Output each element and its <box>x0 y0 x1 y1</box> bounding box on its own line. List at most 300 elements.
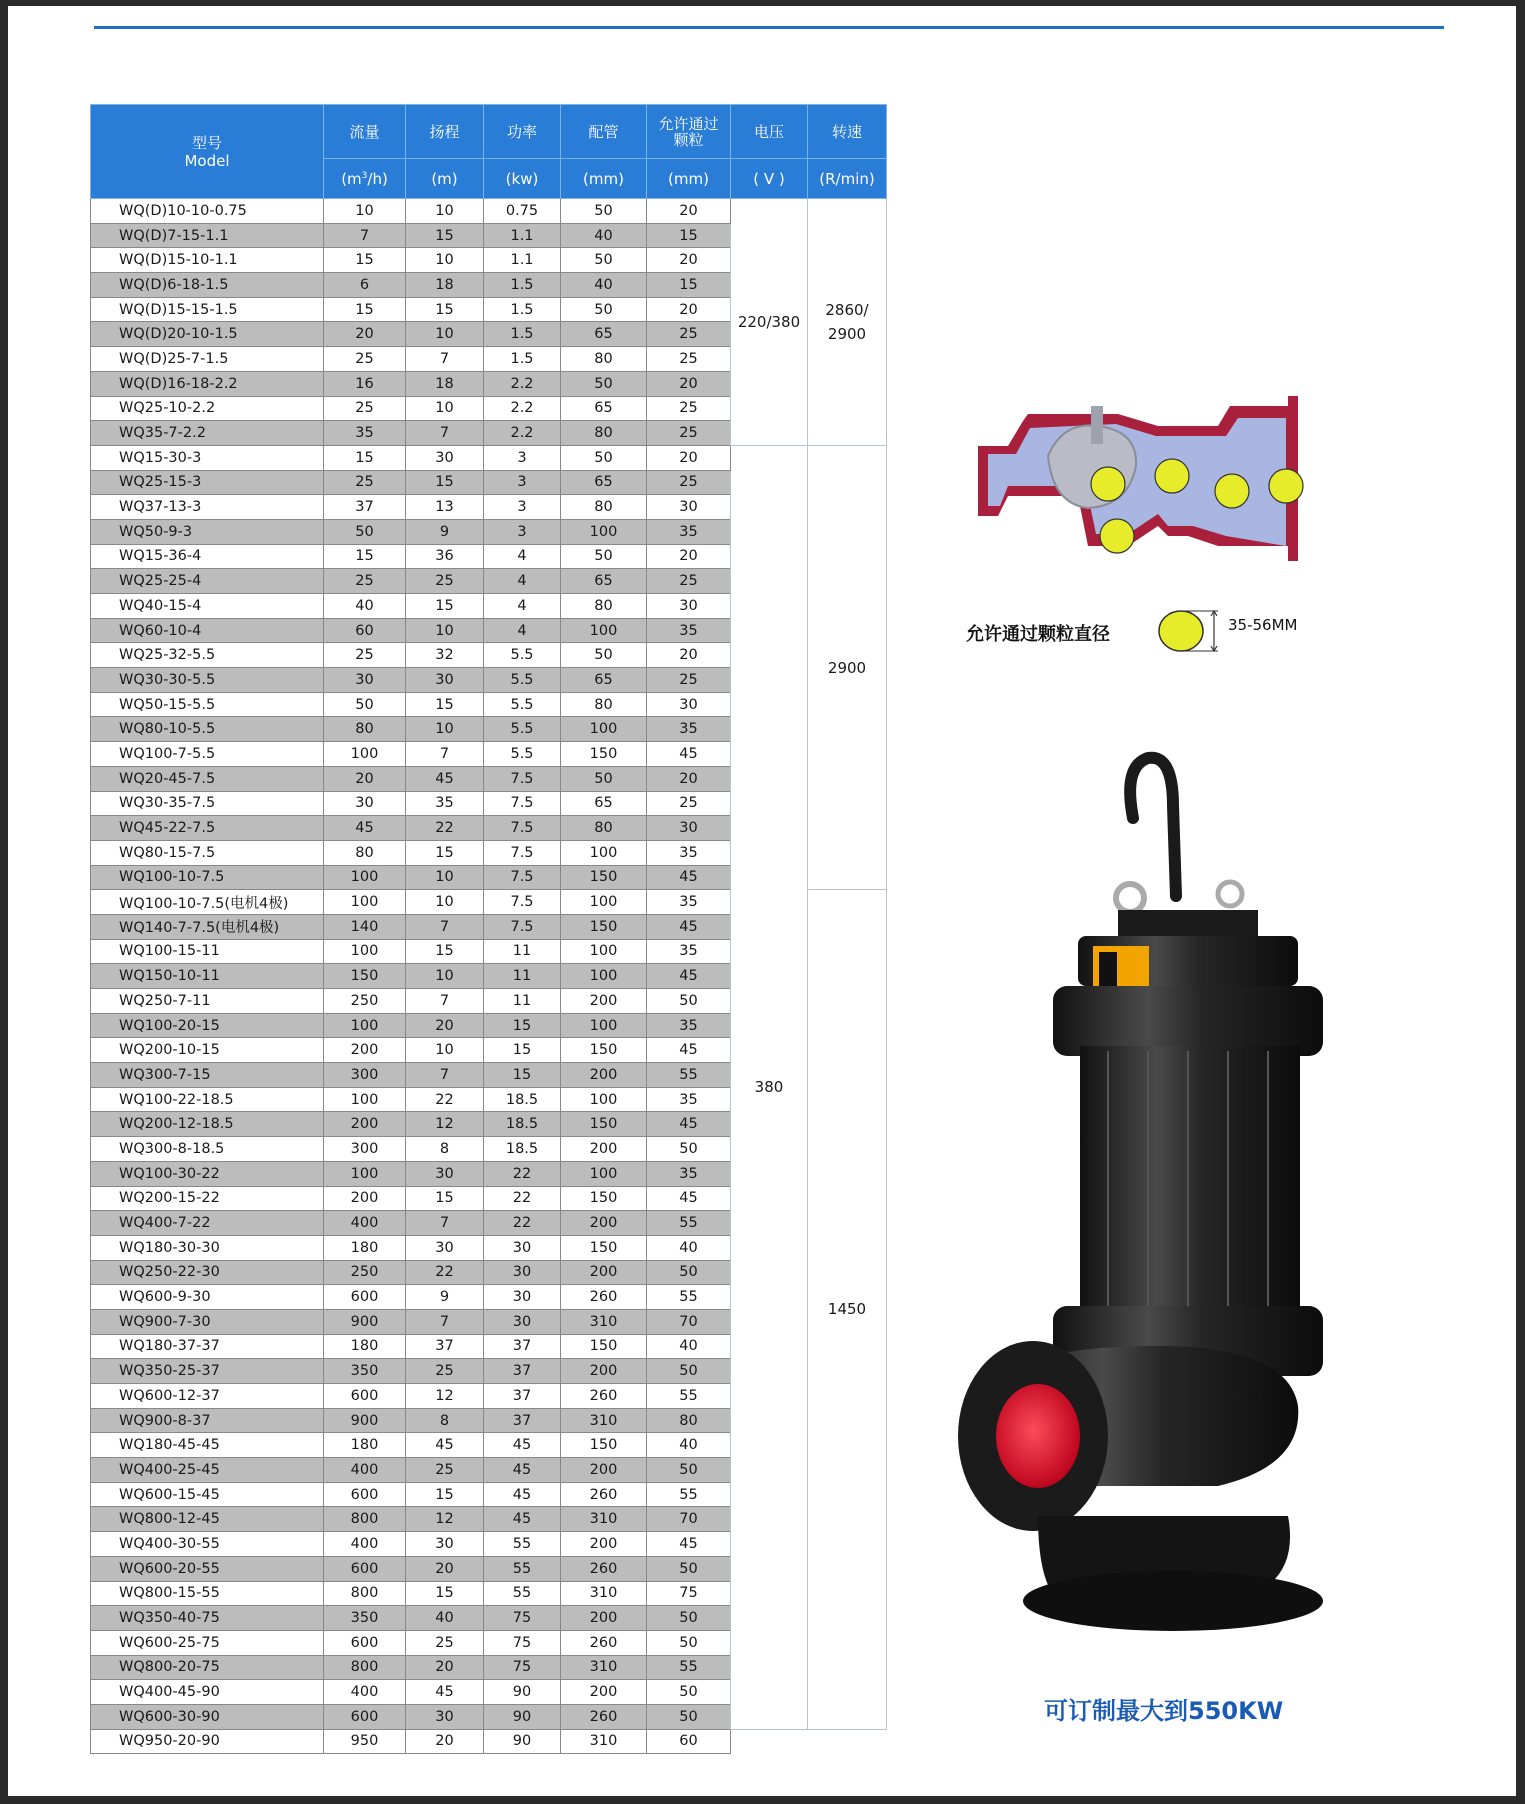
model-cell: WQ30-30-5.5 <box>91 668 324 693</box>
value-cell: 60 <box>647 1729 731 1754</box>
unit-flow-b: /h) <box>367 169 388 188</box>
model-cell: WQ200-15-22 <box>91 1186 324 1211</box>
model-cell: WQ150-10-11 <box>91 964 324 989</box>
value-cell: 5.5 <box>484 742 561 767</box>
model-cell: WQ25-32-5.5 <box>91 643 324 668</box>
table-row <box>91 445 887 470</box>
value-cell: 55 <box>484 1556 561 1581</box>
value-cell: 5.5 <box>484 717 561 742</box>
value-cell: 15 <box>647 223 731 248</box>
value-cell: 35 <box>647 519 731 544</box>
value-cell: 50 <box>561 445 647 470</box>
value-cell: 40 <box>647 1334 731 1359</box>
value-cell: 25 <box>406 1630 484 1655</box>
value-cell: 45 <box>647 914 731 939</box>
value-cell: 5.5 <box>484 668 561 693</box>
unit-flow-a: (m <box>341 169 362 188</box>
value-cell: 20 <box>647 445 731 470</box>
value-cell: 65 <box>561 322 647 347</box>
model-cell: WQ800-20-75 <box>91 1655 324 1680</box>
value-cell: 45 <box>406 1680 484 1705</box>
value-cell: 150 <box>324 964 406 989</box>
value-cell: 50 <box>647 1458 731 1483</box>
value-cell: 100 <box>324 1013 406 1038</box>
value-cell: 65 <box>561 569 647 594</box>
value-cell: 35 <box>647 840 731 865</box>
value-cell: 25 <box>406 1458 484 1483</box>
value-cell: 200 <box>324 1112 406 1137</box>
value-cell: 50 <box>561 297 647 322</box>
value-cell: 25 <box>324 470 406 495</box>
model-cell: WQ37-13-3 <box>91 495 324 520</box>
value-cell: 310 <box>561 1507 647 1532</box>
model-cell: WQ180-30-30 <box>91 1235 324 1260</box>
value-cell: 260 <box>561 1630 647 1655</box>
value-cell: 45 <box>647 1038 731 1063</box>
value-cell: 22 <box>406 816 484 841</box>
value-cell: 600 <box>324 1704 406 1729</box>
value-cell: 25 <box>647 347 731 372</box>
voltage-cell: 380 <box>731 445 808 1729</box>
value-cell: 15 <box>406 939 484 964</box>
value-cell: 30 <box>406 668 484 693</box>
model-cell: WQ100-30-22 <box>91 1161 324 1186</box>
impeller-cross-section-diagram <box>968 396 1328 571</box>
submersible-pump-photo <box>958 746 1338 1646</box>
value-cell: 200 <box>561 1680 647 1705</box>
value-cell: 15 <box>484 1038 561 1063</box>
value-cell: 10 <box>406 890 484 915</box>
warning-label-mark <box>1099 952 1117 986</box>
value-cell: 15 <box>324 445 406 470</box>
value-cell: 100 <box>561 840 647 865</box>
value-cell: 30 <box>406 1704 484 1729</box>
value-cell: 80 <box>561 495 647 520</box>
model-cell: WQ30-35-7.5 <box>91 791 324 816</box>
value-cell: 90 <box>484 1704 561 1729</box>
value-cell: 600 <box>324 1384 406 1409</box>
impeller-shaft <box>1091 406 1103 444</box>
value-cell: 75 <box>647 1581 731 1606</box>
value-cell: 45 <box>647 1532 731 1557</box>
value-cell: 250 <box>324 1260 406 1285</box>
value-cell: 200 <box>561 1458 647 1483</box>
value-cell: 40 <box>406 1606 484 1631</box>
value-cell: 55 <box>647 1063 731 1088</box>
value-cell: 30 <box>647 495 731 520</box>
value-cell: 100 <box>561 939 647 964</box>
model-cell: WQ250-7-11 <box>91 989 324 1014</box>
value-cell: 30 <box>406 1161 484 1186</box>
value-cell: 100 <box>324 1087 406 1112</box>
model-cell: WQ180-37-37 <box>91 1334 324 1359</box>
value-cell: 7.5 <box>484 914 561 939</box>
value-cell: 50 <box>561 371 647 396</box>
value-cell: 10 <box>406 618 484 643</box>
value-cell: 25 <box>324 396 406 421</box>
unit-head: (m) <box>406 159 484 199</box>
value-cell: 15 <box>406 594 484 619</box>
value-cell: 150 <box>561 742 647 767</box>
value-cell: 100 <box>324 1161 406 1186</box>
model-cell: WQ50-15-5.5 <box>91 692 324 717</box>
value-cell: 10 <box>324 199 406 224</box>
value-cell: 35 <box>647 890 731 915</box>
value-cell: 75 <box>484 1655 561 1680</box>
value-cell: 55 <box>484 1581 561 1606</box>
model-cell: WQ400-45-90 <box>91 1680 324 1705</box>
motor-flange-upper <box>1053 986 1323 1056</box>
value-cell: 310 <box>561 1581 647 1606</box>
value-cell: 600 <box>324 1556 406 1581</box>
value-cell: 45 <box>647 1186 731 1211</box>
model-cell: WQ600-9-30 <box>91 1285 324 1310</box>
value-cell: 18.5 <box>484 1137 561 1162</box>
value-cell: 50 <box>647 1556 731 1581</box>
model-cell: WQ(D)16-18-2.2 <box>91 371 324 396</box>
particle-circle <box>1100 519 1134 553</box>
model-cell: WQ100-7-5.5 <box>91 742 324 767</box>
value-cell: 37 <box>484 1384 561 1409</box>
particle-legend <box>966 606 1366 656</box>
value-cell: 25 <box>406 1359 484 1384</box>
value-cell: 50 <box>647 1260 731 1285</box>
value-cell: 25 <box>324 569 406 594</box>
unit-particle: (mm) <box>647 159 731 199</box>
model-cell: WQ300-8-18.5 <box>91 1137 324 1162</box>
voltage-cell: 220/380 <box>731 199 808 446</box>
power-cable <box>1130 758 1176 896</box>
table-row <box>91 1729 887 1754</box>
model-cell: WQ(D)10-10-0.75 <box>91 199 324 224</box>
model-cell: WQ100-10-7.5(电机4极) <box>91 890 324 915</box>
value-cell: 50 <box>647 1630 731 1655</box>
value-cell: 37 <box>484 1359 561 1384</box>
value-cell: 20 <box>406 1729 484 1754</box>
value-cell: 310 <box>561 1309 647 1334</box>
value-cell: 0.75 <box>484 199 561 224</box>
value-cell: 40 <box>647 1433 731 1458</box>
value-cell: 100 <box>561 519 647 544</box>
value-cell: 70 <box>647 1309 731 1334</box>
model-cell: WQ50-9-3 <box>91 519 324 544</box>
value-cell: 15 <box>406 692 484 717</box>
value-cell: 20 <box>647 248 731 273</box>
value-cell: 200 <box>561 1063 647 1088</box>
unit-pipe: (mm) <box>561 159 647 199</box>
value-cell: 90 <box>484 1680 561 1705</box>
value-cell: 7.5 <box>484 816 561 841</box>
value-cell: 15 <box>484 1063 561 1088</box>
value-cell: 200 <box>561 1260 647 1285</box>
value-cell: 65 <box>561 470 647 495</box>
model-cell: WQ400-25-45 <box>91 1458 324 1483</box>
speed-cell: 2860/ 2900 <box>808 199 887 446</box>
value-cell: 9 <box>406 1285 484 1310</box>
model-cell: WQ350-40-75 <box>91 1606 324 1631</box>
value-cell: 37 <box>484 1334 561 1359</box>
value-cell: 45 <box>484 1507 561 1532</box>
spec-table <box>90 104 887 1754</box>
value-cell: 3 <box>484 445 561 470</box>
value-cell: 20 <box>647 544 731 569</box>
unit-voltage: ( V ) <box>731 159 808 199</box>
value-cell: 18.5 <box>484 1112 561 1137</box>
value-cell: 15 <box>484 1013 561 1038</box>
model-cell: WQ100-20-15 <box>91 1013 324 1038</box>
value-cell: 80 <box>561 421 647 446</box>
value-cell: 260 <box>561 1285 647 1310</box>
value-cell: 100 <box>324 742 406 767</box>
value-cell: 45 <box>647 1112 731 1137</box>
model-cell: WQ(D)15-15-1.5 <box>91 297 324 322</box>
value-cell: 75 <box>484 1630 561 1655</box>
value-cell: 65 <box>561 791 647 816</box>
value-cell: 11 <box>484 939 561 964</box>
value-cell: 45 <box>406 766 484 791</box>
value-cell: 35 <box>647 939 731 964</box>
value-cell: 310 <box>561 1729 647 1754</box>
value-cell: 11 <box>484 989 561 1014</box>
table-row <box>91 199 887 224</box>
model-cell: WQ(D)25-7-1.5 <box>91 347 324 372</box>
value-cell: 200 <box>324 1186 406 1211</box>
model-cell: WQ25-25-4 <box>91 569 324 594</box>
value-cell: 20 <box>647 766 731 791</box>
value-cell: 35 <box>647 1161 731 1186</box>
value-cell: 20 <box>647 297 731 322</box>
model-cell: WQ600-30-90 <box>91 1704 324 1729</box>
model-cell: WQ100-22-18.5 <box>91 1087 324 1112</box>
speed-cell: 1450 <box>808 890 887 1729</box>
value-cell: 100 <box>324 890 406 915</box>
value-cell: 65 <box>561 396 647 421</box>
value-cell: 35 <box>647 717 731 742</box>
value-cell: 15 <box>406 470 484 495</box>
value-cell: 55 <box>647 1211 731 1236</box>
model-cell: WQ40-15-4 <box>91 594 324 619</box>
model-cell: WQ140-7-7.5(电机4极) <box>91 914 324 939</box>
value-cell: 20 <box>406 1013 484 1038</box>
value-cell: 35 <box>647 618 731 643</box>
value-cell: 310 <box>561 1655 647 1680</box>
value-cell: 260 <box>561 1704 647 1729</box>
value-cell: 70 <box>647 1507 731 1532</box>
value-cell: 50 <box>561 643 647 668</box>
header-speed: 转速 <box>808 105 887 159</box>
value-cell: 32 <box>406 643 484 668</box>
value-cell: 50 <box>647 1704 731 1729</box>
value-cell: 150 <box>561 1433 647 1458</box>
value-cell: 25 <box>647 421 731 446</box>
speed-cell: 2900 <box>808 445 887 889</box>
model-cell: WQ60-10-4 <box>91 618 324 643</box>
value-cell: 15 <box>406 1482 484 1507</box>
value-cell: 7 <box>406 1211 484 1236</box>
header-voltage: 电压 <box>731 105 808 159</box>
value-cell: 80 <box>647 1408 731 1433</box>
unit-power: (kw) <box>484 159 561 199</box>
value-cell: 45 <box>484 1482 561 1507</box>
value-cell: 7 <box>406 989 484 1014</box>
header-model-en: Model <box>184 151 230 170</box>
value-cell: 400 <box>324 1532 406 1557</box>
value-cell: 50 <box>561 199 647 224</box>
value-cell: 3 <box>484 470 561 495</box>
value-cell: 1.5 <box>484 297 561 322</box>
model-cell: WQ180-45-45 <box>91 1433 324 1458</box>
value-cell: 80 <box>561 692 647 717</box>
value-cell: 30 <box>484 1235 561 1260</box>
value-cell: 150 <box>561 1235 647 1260</box>
value-cell: 400 <box>324 1680 406 1705</box>
value-cell: 35 <box>647 1087 731 1112</box>
value-cell: 30 <box>647 692 731 717</box>
value-cell: 55 <box>647 1384 731 1409</box>
value-cell: 300 <box>324 1063 406 1088</box>
value-cell: 10 <box>406 1038 484 1063</box>
value-cell: 150 <box>561 1038 647 1063</box>
value-cell: 100 <box>561 1161 647 1186</box>
value-cell: 100 <box>561 717 647 742</box>
value-cell: 15 <box>406 1581 484 1606</box>
value-cell: 30 <box>406 1532 484 1557</box>
value-cell: 22 <box>406 1087 484 1112</box>
unit-speed: (R/min) <box>808 159 887 199</box>
value-cell: 30 <box>484 1285 561 1310</box>
value-cell: 150 <box>561 865 647 890</box>
model-cell: WQ800-12-45 <box>91 1507 324 1532</box>
value-cell: 75 <box>484 1606 561 1631</box>
value-cell: 65 <box>561 668 647 693</box>
spec-table-body <box>91 199 887 1754</box>
model-cell: WQ250-22-30 <box>91 1260 324 1285</box>
value-cell: 600 <box>324 1285 406 1310</box>
value-cell: 30 <box>324 791 406 816</box>
value-cell: 100 <box>561 1087 647 1112</box>
value-cell: 50 <box>647 1606 731 1631</box>
header-row-names <box>91 105 887 159</box>
value-cell: 150 <box>561 1334 647 1359</box>
value-cell: 55 <box>484 1532 561 1557</box>
value-cell: 20 <box>406 1556 484 1581</box>
value-cell: 25 <box>647 791 731 816</box>
discharge-outlet <box>996 1384 1080 1488</box>
value-cell: 12 <box>406 1507 484 1532</box>
value-cell: 50 <box>561 766 647 791</box>
value-cell: 180 <box>324 1334 406 1359</box>
value-cell: 7 <box>406 421 484 446</box>
header-particle-text: 允许通过颗粒 <box>658 114 719 149</box>
value-cell: 18 <box>406 273 484 298</box>
model-cell: WQ600-15-45 <box>91 1482 324 1507</box>
header-head: 扬程 <box>406 105 484 159</box>
value-cell: 4 <box>484 544 561 569</box>
value-cell: 50 <box>647 1137 731 1162</box>
header-model <box>91 105 324 199</box>
value-cell: 36 <box>406 544 484 569</box>
value-cell: 45 <box>406 1433 484 1458</box>
motor-cap <box>1118 910 1258 940</box>
value-cell: 45 <box>647 865 731 890</box>
value-cell: 80 <box>324 840 406 865</box>
model-cell: WQ600-20-55 <box>91 1556 324 1581</box>
model-cell: WQ80-10-5.5 <box>91 717 324 742</box>
value-cell: 80 <box>561 347 647 372</box>
model-cell: WQ900-8-37 <box>91 1408 324 1433</box>
model-cell: WQ400-30-55 <box>91 1532 324 1557</box>
value-cell: 7.5 <box>484 865 561 890</box>
legend-size: 35-56MM <box>1228 616 1298 634</box>
value-cell: 30 <box>484 1309 561 1334</box>
value-cell: 7.5 <box>484 840 561 865</box>
value-cell: 150 <box>561 1112 647 1137</box>
header-power: 功率 <box>484 105 561 159</box>
value-cell: 3 <box>484 495 561 520</box>
value-cell: 60 <box>324 618 406 643</box>
value-cell: 30 <box>484 1260 561 1285</box>
value-cell: 45 <box>484 1433 561 1458</box>
base-plate <box>1023 1571 1323 1631</box>
value-cell: 50 <box>324 692 406 717</box>
value-cell: 45 <box>647 742 731 767</box>
particle-circle <box>1269 469 1303 503</box>
value-cell: 22 <box>406 1260 484 1285</box>
model-cell: WQ300-7-15 <box>91 1063 324 1088</box>
value-cell: 600 <box>324 1482 406 1507</box>
value-cell: 100 <box>324 865 406 890</box>
value-cell: 30 <box>647 816 731 841</box>
model-cell: WQ(D)6-18-1.5 <box>91 273 324 298</box>
value-cell: 100 <box>561 890 647 915</box>
legend-label: 允许通过颗粒直径 <box>966 624 1110 645</box>
particle-circle <box>1215 474 1249 508</box>
value-cell: 20 <box>647 643 731 668</box>
model-cell: WQ80-15-7.5 <box>91 840 324 865</box>
value-cell: 35 <box>324 421 406 446</box>
value-cell: 400 <box>324 1211 406 1236</box>
lifting-eye-right <box>1218 882 1242 906</box>
value-cell: 20 <box>406 1655 484 1680</box>
value-cell: 400 <box>324 1458 406 1483</box>
header-particle <box>647 105 731 159</box>
model-cell: WQ(D)15-10-1.1 <box>91 248 324 273</box>
model-cell: WQ(D)20-10-1.5 <box>91 322 324 347</box>
value-cell: 1.1 <box>484 248 561 273</box>
value-cell: 55 <box>647 1655 731 1680</box>
value-cell: 8 <box>406 1408 484 1433</box>
value-cell: 150 <box>561 914 647 939</box>
value-cell: 200 <box>561 1606 647 1631</box>
particle-circle <box>1155 459 1189 493</box>
model-cell: WQ600-25-75 <box>91 1630 324 1655</box>
value-cell: 50 <box>647 1680 731 1705</box>
value-cell: 4 <box>484 618 561 643</box>
value-cell: 150 <box>561 1186 647 1211</box>
value-cell: 7 <box>406 914 484 939</box>
value-cell: 7 <box>324 223 406 248</box>
value-cell: 2.2 <box>484 421 561 446</box>
value-cell: 15 <box>406 1186 484 1211</box>
value-cell: 200 <box>561 1359 647 1384</box>
model-cell: WQ800-15-55 <box>91 1581 324 1606</box>
value-cell: 200 <box>561 1532 647 1557</box>
value-cell: 30 <box>406 445 484 470</box>
page-frame <box>8 6 1516 1796</box>
particle-circle <box>1091 467 1125 501</box>
model-cell: WQ25-10-2.2 <box>91 396 324 421</box>
value-cell: 3 <box>484 519 561 544</box>
